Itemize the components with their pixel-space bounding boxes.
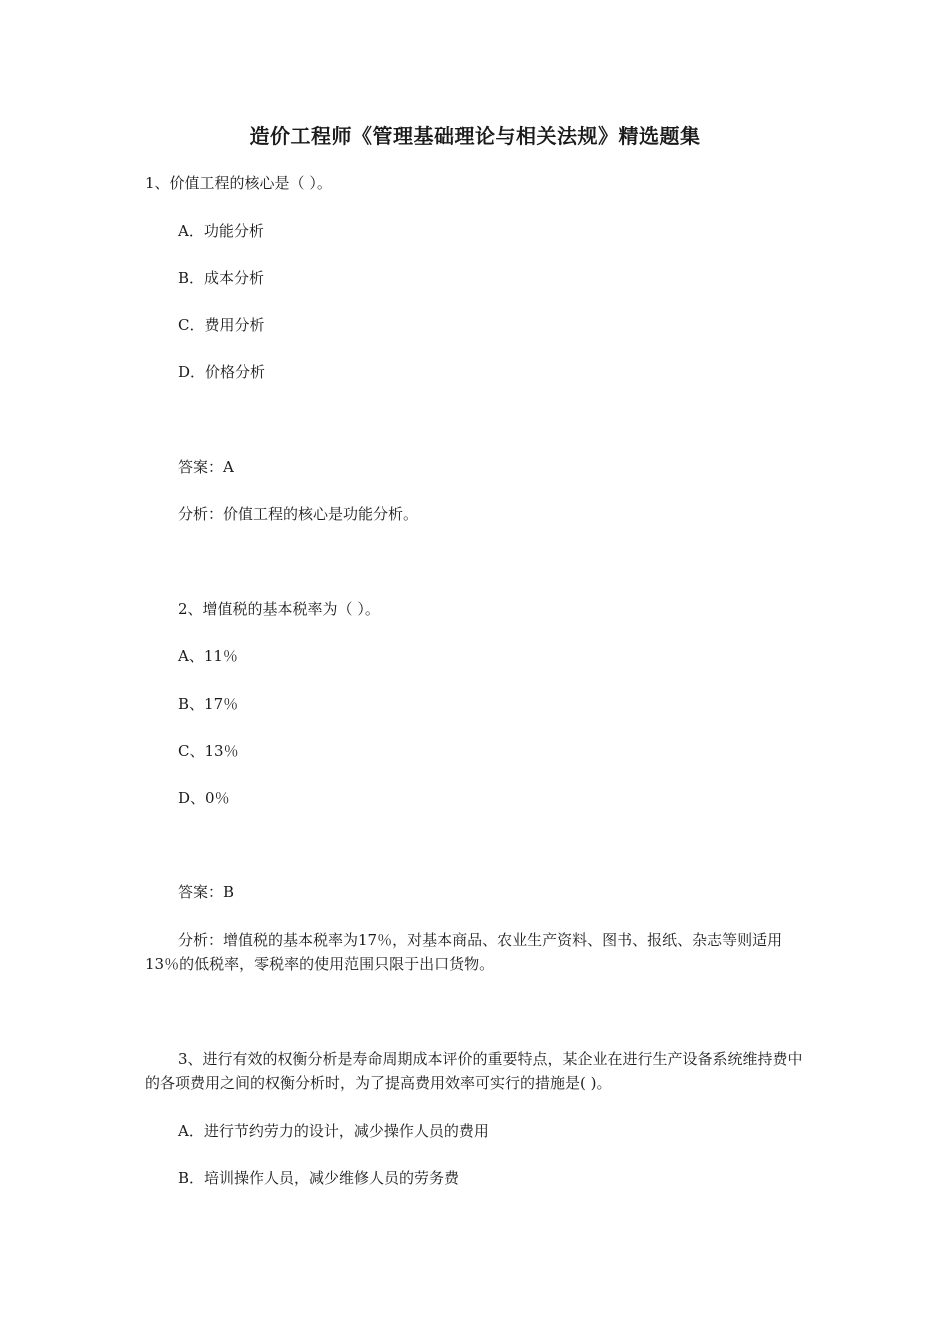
- question-1-analysis: 分析：价值工程的核心是功能分析。: [178, 505, 419, 523]
- question-2-answer: 答案：B: [178, 883, 235, 901]
- question-3-option-b: B．培训操作人员，减少维修人员的劳务费: [178, 1169, 460, 1187]
- question-2-analysis: 分析：增值税的基本税率为17％，对基本商品、农业生产资料、图书、报纸、杂志等则适用13％的低税率，零税率的使用范围只限于出口货物。: [145, 931, 783, 973]
- question-3-option-a: A．进行节约劳力的设计，减少操作人员的费用: [178, 1122, 489, 1140]
- question-2-option-c: C、13％: [178, 742, 239, 760]
- question-2-option-b: B、17％: [178, 695, 239, 713]
- question-1-option-c: C．费用分析: [178, 316, 265, 334]
- question-1-option-d: D．价格分析: [178, 363, 266, 381]
- question-2-option-a: A、11％: [178, 647, 238, 665]
- question-2-option-d: D、0％: [178, 789, 230, 807]
- question-2-text: 2、增值税的基本税率为（ ）。: [178, 600, 380, 618]
- question-1-option-b: B．成本分析: [178, 269, 265, 287]
- question-1-option-a: A．功能分析: [178, 222, 264, 240]
- document-title: 造价工程师《管理基础理论与相关法规》精选题集: [249, 124, 701, 148]
- question-1-text: 1、价值工程的核心是（ ）。: [145, 174, 332, 192]
- question-3-text: 3、进行有效的权衡分析是寿命周期成本评价的重要特点，某企业在进行生产设备系统维持费中的各项费用之间的权衡分析时，为了提高费用效率可实行的措施是( )。: [145, 1050, 803, 1092]
- question-1-answer: 答案：A: [178, 458, 234, 476]
